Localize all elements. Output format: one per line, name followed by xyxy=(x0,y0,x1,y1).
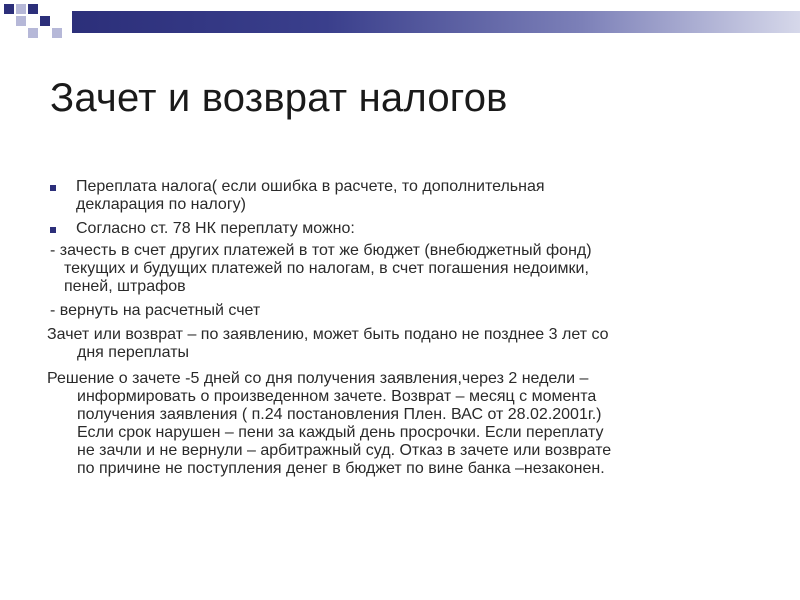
header-gradient-bar xyxy=(72,11,800,33)
decor-square xyxy=(16,4,26,14)
text-line: Решение о зачете -5 дней со дня получения заявления,через 2 недели – xyxy=(47,370,589,387)
text-line: Согласно ст. 78 НК переплату можно: xyxy=(76,220,355,237)
text-line: Зачет или возврат – по заявлению, может быть подано не позднее 3 лет со xyxy=(47,326,609,343)
text-line: текущих и будущих платежей по налогам, в счет погашения недоимки, xyxy=(64,260,589,277)
decor-square xyxy=(40,16,50,26)
decor-square xyxy=(16,16,26,26)
decor-square xyxy=(28,4,38,14)
bullet-item xyxy=(76,220,355,238)
text-line: дня переплаты xyxy=(77,344,190,361)
paragraph xyxy=(47,370,611,478)
text-line: получения заявления ( п.24 постановления Плен. ВАС от 28.02.2001г.) xyxy=(77,406,602,423)
text-line: - зачесть в счет других платежей в тот же бюджет (внебюджетный фонд) xyxy=(50,242,592,259)
text-line: информировать о произведенном зачете. Возврат – месяц с момента xyxy=(77,388,597,405)
text-line: пеней, штрафов xyxy=(64,278,186,295)
paragraph xyxy=(50,302,260,320)
text-line: по причине не поступления денег в бюджет по вине банка –незаконен. xyxy=(77,460,605,477)
decor-square xyxy=(28,28,38,38)
header-decoration xyxy=(0,0,800,44)
bullet-item xyxy=(76,178,545,214)
text-line: - вернуть на расчетный счет xyxy=(50,302,261,319)
text-line: декларация по налогу) xyxy=(76,196,246,213)
decor-square xyxy=(52,28,62,38)
text-line: не зачли и не вернули – арбитражный суд. Отказ в зачете или возврате xyxy=(77,442,612,459)
slide-title: Зачет и возврат налогов xyxy=(50,76,508,120)
paragraph xyxy=(50,242,592,296)
text-line: Переплата налога( если ошибка в расчете, то дополнительная xyxy=(76,178,545,195)
bullet-marker xyxy=(50,227,56,233)
paragraph xyxy=(47,326,609,362)
bullet-marker xyxy=(50,185,56,191)
decor-square xyxy=(4,4,14,14)
text-line: Если срок нарушен – пени за каждый день просрочки. Если переплату xyxy=(77,424,604,441)
